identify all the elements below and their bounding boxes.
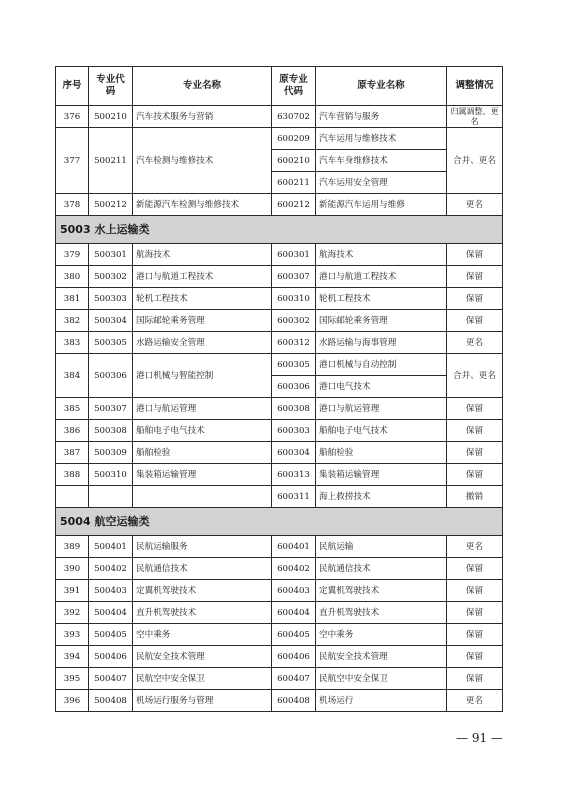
cell-adjust: 保留: [447, 266, 503, 288]
cell-orig-name: 船舶电子电气技术: [316, 420, 447, 442]
category-row: [56, 508, 503, 536]
cell-name: 民航空中安全保卫: [133, 668, 272, 690]
cell-orig-name: 机场运行: [316, 690, 447, 712]
cell-seq: 389: [56, 536, 89, 558]
cell-adjust: 保留: [447, 420, 503, 442]
cell-seq: 391: [56, 580, 89, 602]
cell-orig-code: 600210: [272, 150, 316, 172]
table-row: [56, 486, 503, 508]
cell-adjust: 合并、更名: [447, 128, 503, 194]
cell-orig-code: 600408: [272, 690, 316, 712]
cell-name: 新能源汽车检测与维修技术: [133, 194, 272, 216]
cell-code: 500211: [89, 128, 133, 194]
table-row: [56, 536, 503, 558]
table-row: [56, 354, 503, 376]
category-row: [56, 216, 503, 244]
table-row: [56, 442, 503, 464]
cell-adjust: 归属调整、更名: [447, 106, 503, 128]
table-row: [56, 244, 503, 266]
cell-seq: [56, 486, 89, 508]
cell-adjust: 保留: [447, 464, 503, 486]
cell-orig-code: 600403: [272, 580, 316, 602]
cell-code: 500404: [89, 602, 133, 624]
cell-orig-code: 600313: [272, 464, 316, 486]
category-title: 5004 航空运输类: [56, 508, 503, 536]
cell-orig-code: 600304: [272, 442, 316, 464]
cell-seq: 394: [56, 646, 89, 668]
table-row: [56, 464, 503, 486]
cell-seq: 376: [56, 106, 89, 128]
cell-orig-name: 民航安全技术管理: [316, 646, 447, 668]
header-adjust: 调整情况: [447, 67, 503, 106]
table-row: [56, 624, 503, 646]
cell-orig-name: 新能源汽车运用与维修: [316, 194, 447, 216]
cell-name: 国际邮轮乘务管理: [133, 310, 272, 332]
cell-orig-code: 630702: [272, 106, 316, 128]
cell-orig-name: 民航运输: [316, 536, 447, 558]
cell-orig-name: 直升机驾驶技术: [316, 602, 447, 624]
table-row: [56, 646, 503, 668]
cell-orig-code: 600402: [272, 558, 316, 580]
table-row: [56, 398, 503, 420]
cell-orig-code: 600305: [272, 354, 316, 376]
table-row: [56, 106, 503, 128]
cell-orig-name: 水路运输与海事管理: [316, 332, 447, 354]
cell-adjust: 保留: [447, 288, 503, 310]
header-code: 专业代码: [89, 67, 133, 106]
cell-orig-code: 600303: [272, 420, 316, 442]
cell-adjust: 保留: [447, 244, 503, 266]
cell-orig-code: 600301: [272, 244, 316, 266]
major-adjustment-table: [55, 66, 503, 712]
cell-adjust: 更名: [447, 194, 503, 216]
cell-code: 500305: [89, 332, 133, 354]
cell-name: 水路运输安全管理: [133, 332, 272, 354]
cell-code: 500210: [89, 106, 133, 128]
table-row: [56, 266, 503, 288]
cell-name: 港口与航运管理: [133, 398, 272, 420]
cell-seq: 393: [56, 624, 89, 646]
cell-adjust: 保留: [447, 624, 503, 646]
table-row: [56, 332, 503, 354]
cell-code: 500306: [89, 354, 133, 398]
cell-name: 船舶检验: [133, 442, 272, 464]
header-orig-code: 原专业代码: [272, 67, 316, 106]
cell-adjust: 保留: [447, 668, 503, 690]
cell-code: 500212: [89, 194, 133, 216]
cell-code: 500402: [89, 558, 133, 580]
cell-orig-name: 汽车运用与维修技术: [316, 128, 447, 150]
cell-orig-code: 600310: [272, 288, 316, 310]
cell-seq: 388: [56, 464, 89, 486]
cell-orig-code: 600406: [272, 646, 316, 668]
cell-orig-code: 600308: [272, 398, 316, 420]
cell-code: [89, 486, 133, 508]
cell-adjust: 保留: [447, 602, 503, 624]
cell-name: 集装箱运输管理: [133, 464, 272, 486]
page-number: — 91 —: [456, 731, 503, 745]
cell-orig-code: 600405: [272, 624, 316, 646]
cell-code: 500401: [89, 536, 133, 558]
cell-seq: 395: [56, 668, 89, 690]
cell-adjust: 保留: [447, 310, 503, 332]
cell-seq: 385: [56, 398, 89, 420]
cell-orig-code: 600212: [272, 194, 316, 216]
cell-orig-name: 港口与航道工程技术: [316, 266, 447, 288]
cell-orig-name: 民航通信技术: [316, 558, 447, 580]
cell-orig-name: 汽车营销与服务: [316, 106, 447, 128]
cell-adjust: 保留: [447, 398, 503, 420]
header-seq: 序号: [56, 67, 89, 106]
cell-name: 轮机工程技术: [133, 288, 272, 310]
cell-adjust: 撤销: [447, 486, 503, 508]
cell-orig-code: 600312: [272, 332, 316, 354]
cell-orig-code: 600302: [272, 310, 316, 332]
cell-code: 500302: [89, 266, 133, 288]
cell-orig-name: 空中乘务: [316, 624, 447, 646]
cell-name: 汽车检测与维修技术: [133, 128, 272, 194]
cell-orig-name: 海上救捞技术: [316, 486, 447, 508]
cell-orig-name: 集装箱运输管理: [316, 464, 447, 486]
table-row: [56, 558, 503, 580]
cell-name: 民航通信技术: [133, 558, 272, 580]
cell-seq: 380: [56, 266, 89, 288]
cell-code: 500408: [89, 690, 133, 712]
cell-code: 500303: [89, 288, 133, 310]
cell-name: 航海技术: [133, 244, 272, 266]
cell-code: 500405: [89, 624, 133, 646]
cell-orig-code: 600407: [272, 668, 316, 690]
cell-code: 500307: [89, 398, 133, 420]
cell-name: 定翼机驾驶技术: [133, 580, 272, 602]
cell-name: 汽车技术服务与营销: [133, 106, 272, 128]
cell-orig-code: 600307: [272, 266, 316, 288]
cell-code: 500308: [89, 420, 133, 442]
table-row: [56, 602, 503, 624]
cell-name: 船舶电子电气技术: [133, 420, 272, 442]
header-orig-name: 原专业名称: [316, 67, 447, 106]
cell-name: [133, 486, 272, 508]
cell-code: 500403: [89, 580, 133, 602]
cell-seq: 392: [56, 602, 89, 624]
table-row: [56, 194, 503, 216]
table-row: [56, 288, 503, 310]
table-row: [56, 128, 503, 150]
cell-orig-name: 船舶检验: [316, 442, 447, 464]
cell-orig-code: 600306: [272, 376, 316, 398]
table-row: [56, 310, 503, 332]
cell-code: 500309: [89, 442, 133, 464]
cell-orig-name: 港口与航运管理: [316, 398, 447, 420]
cell-adjust: 保留: [447, 580, 503, 602]
cell-adjust: 更名: [447, 690, 503, 712]
cell-code: 500310: [89, 464, 133, 486]
cell-orig-name: 民航空中安全保卫: [316, 668, 447, 690]
cell-orig-name: 港口机械与自动控制: [316, 354, 447, 376]
cell-name: 港口机械与智能控制: [133, 354, 272, 398]
header-name: 专业名称: [133, 67, 272, 106]
cell-name: 空中乘务: [133, 624, 272, 646]
cell-orig-code: 600404: [272, 602, 316, 624]
cell-name: 民航安全技术管理: [133, 646, 272, 668]
cell-code: 500301: [89, 244, 133, 266]
table-header-row: [56, 67, 503, 106]
cell-code: 500304: [89, 310, 133, 332]
cell-orig-name: 轮机工程技术: [316, 288, 447, 310]
cell-code: 500407: [89, 668, 133, 690]
cell-name: 民航运输服务: [133, 536, 272, 558]
cell-orig-name: 汽车车身维修技术: [316, 150, 447, 172]
cell-adjust: 合并、更名: [447, 354, 503, 398]
cell-name: 港口与航道工程技术: [133, 266, 272, 288]
cell-orig-code: 600401: [272, 536, 316, 558]
cell-orig-name: 港口电气技术: [316, 376, 447, 398]
cell-seq: 384: [56, 354, 89, 398]
cell-seq: 381: [56, 288, 89, 310]
cell-orig-name: 国际邮轮乘务管理: [316, 310, 447, 332]
cell-seq: 379: [56, 244, 89, 266]
table-row: [56, 420, 503, 442]
cell-seq: 382: [56, 310, 89, 332]
cell-seq: 377: [56, 128, 89, 194]
cell-orig-code: 600211: [272, 172, 316, 194]
cell-orig-name: 定翼机驾驶技术: [316, 580, 447, 602]
cell-seq: 390: [56, 558, 89, 580]
cell-seq: 383: [56, 332, 89, 354]
cell-adjust: 保留: [447, 558, 503, 580]
table-row: [56, 580, 503, 602]
cell-name: 机场运行服务与管理: [133, 690, 272, 712]
cell-adjust: 保留: [447, 442, 503, 464]
cell-orig-code: 600209: [272, 128, 316, 150]
cell-adjust: 更名: [447, 536, 503, 558]
cell-orig-name: 航海技术: [316, 244, 447, 266]
table-row: [56, 668, 503, 690]
cell-seq: 387: [56, 442, 89, 464]
category-title: 5003 水上运输类: [56, 216, 503, 244]
cell-orig-code: 600311: [272, 486, 316, 508]
cell-code: 500406: [89, 646, 133, 668]
cell-adjust: 更名: [447, 332, 503, 354]
cell-orig-name: 汽车运用安全管理: [316, 172, 447, 194]
cell-adjust: 保留: [447, 646, 503, 668]
cell-name: 直升机驾驶技术: [133, 602, 272, 624]
cell-seq: 378: [56, 194, 89, 216]
cell-seq: 386: [56, 420, 89, 442]
cell-seq: 396: [56, 690, 89, 712]
table-row: [56, 690, 503, 712]
